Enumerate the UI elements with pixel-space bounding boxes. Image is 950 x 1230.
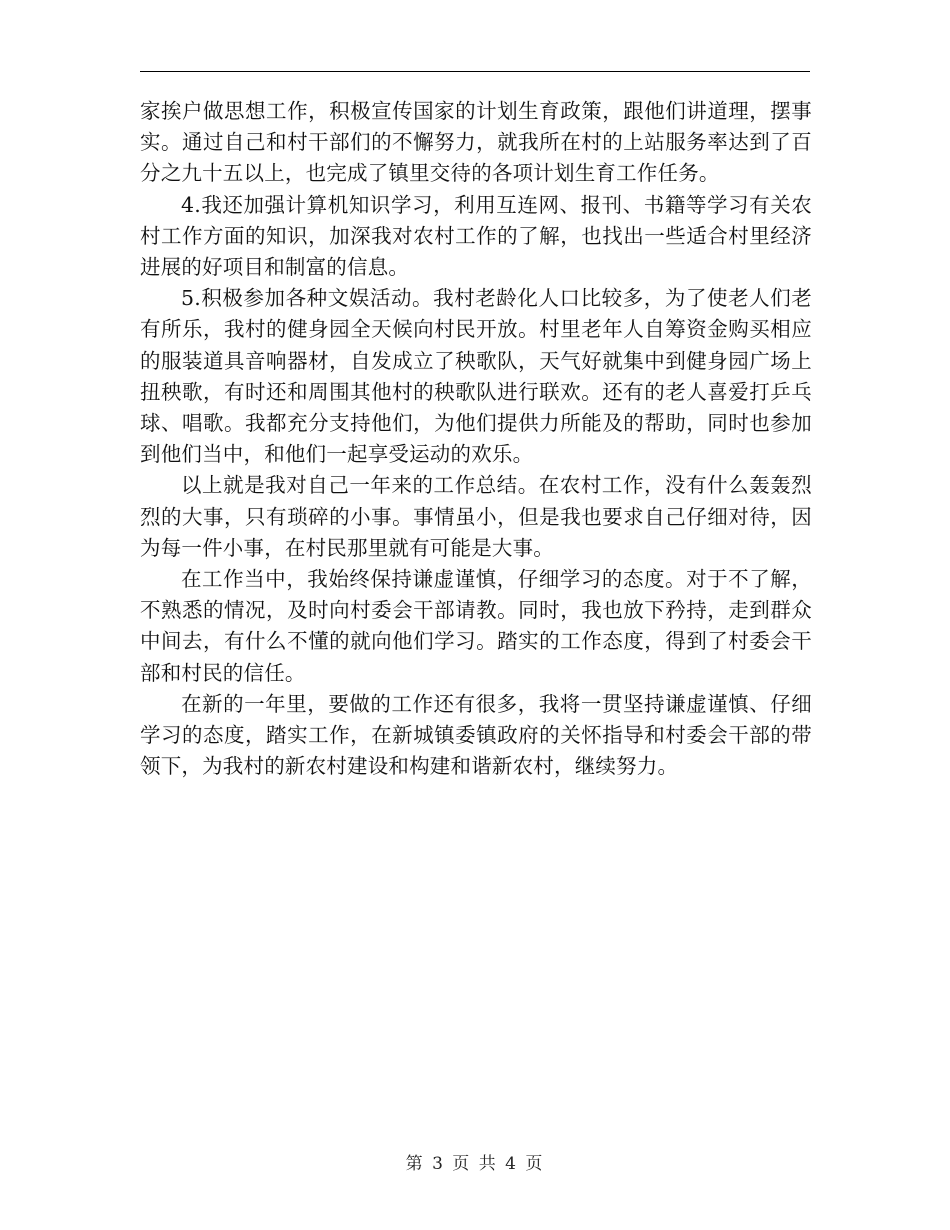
paragraph-new-year: 在新的一年里，要做的工作还有很多，我将一贯坚持谦虚谨慎、仔细学习的态度，踏实工作，在新城镇委镇政府的关怀指导和村委会干部的带领下，为我村的新农村建设和构建和谐新农村，继续努力。: [140, 691, 812, 779]
page-footer: 第 3 页 共 4 页: [405, 1154, 545, 1174]
paragraph-summary: 以上就是我对自己一年来的工作总结。在农村工作，没有什么轰轰烈烈的大事，只有琐碎的小事。事情虽小，但是我也要求自己仔细对待，因为每一件小事，在村民那里就有可能是大事。: [140, 473, 812, 560]
paragraph-attitude: 在工作当中，我始终保持谦虚谨慎，仔细学习的态度。对于不了解，不熟悉的情况，及时向村委会干部请教。同时，我也放下矜持，走到群众中间去，有什么不懂的就向他们学习。踏实的工作态度，得到了村委会干部和村民的信任。: [140, 567, 812, 685]
paragraph-continuation: 家挨户做思想工作，积极宣传国家的计划生育政策，跟他们讲道理，摆事实。通过自己和村干部们的不懈努力，就我所在村的上站服务率达到了百分之九十五以上，也完成了镇里交待的各项计划生育工作任务。: [140, 99, 812, 186]
header-rule: [140, 71, 810, 72]
document-body: [140, 96, 812, 782]
paragraph-item-5: 5.积极参加各种文娱活动。我村老龄化人口比较多，为了使老人们老有所乐，我村的健身园全天候向村民开放。村里老年人自筹资金购买相应的服装道具音响器材，自发成立了秧歌队，天气好就集中到健身园广场上扭秧歌，有时还和周围其他村的秧歌队进行联欢。还有的老人喜爱打乒乓球、唱歌。我都充分支持他们，为他们提供力所能及的帮助，同时也参加到他们当中，和他们一起享受运动的欢乐。: [140, 286, 812, 467]
paragraph-item-4: 4.我还加强计算机知识学习，利用互连网、报刊、书籍等学习有关农村工作方面的知识，加深我对农村工作的了解，也找出一些适合村里经济进展的好项目和制富的信息。: [140, 192, 812, 280]
